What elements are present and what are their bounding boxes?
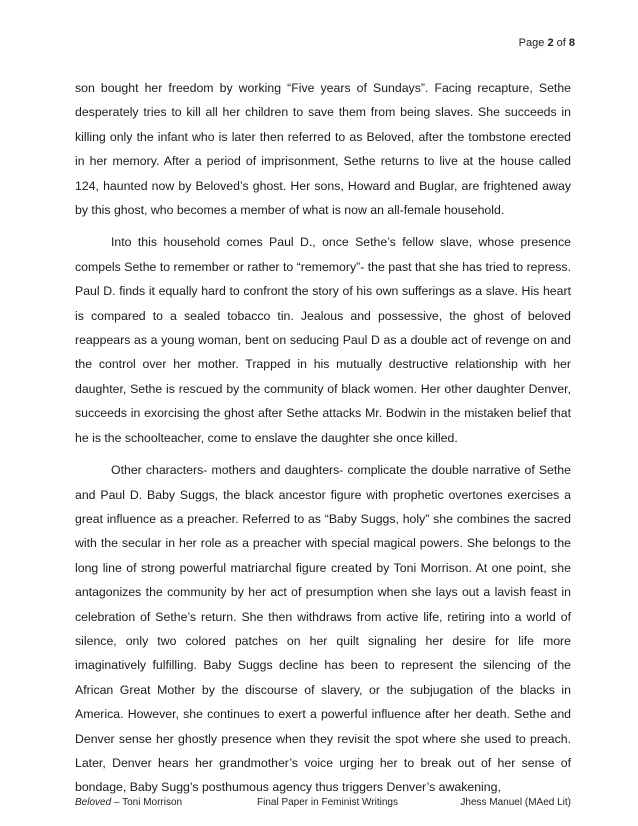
document-body: [75, 76, 571, 808]
page-of: of: [556, 37, 566, 49]
page-total: 8: [568, 37, 575, 49]
page-word: Page: [518, 37, 545, 49]
paragraph-3: Other characters- mothers and daughters- complicate the double narrative of Sethe and Paul D. Baby Suggs, the black ancestor figure with prophetic overtones exercises a great influence as a preacher. Referred to as “Baby Suggs, holy” she combines the sacred with the secular in her role as a preacher with special magical powers. She belongs to the long line of strong powerful matriarchal figure created by Toni Morrison. At one point, she antagonizes the community by her act of presumption when she lays out a lavish feast in celebration of Sethe’s return. She then withdraws from active life, retiring into a world of silence, only two colored patches on her quilt signaling her desire for life more imaginatively fulfilling. Baby Suggs decline has been to represent the silencing of the African Great Mother by the discourse of slavery, or the subjugation of the blacks in America. However, she continues to exert a powerful influence after her death. Sethe and Denver sense her ghostly presence when they revisit the spot where she used to preach. Later, Denver hears her grandmother’s voice urging her to break out of her sense of bondage, Baby Sugg’s posthumous agency thus triggers Denver’s awakening,: [75, 463, 571, 795]
page-number: [519, 37, 575, 49]
paragraph-2: Into this household comes Paul D., once Sethe’s fellow slave, whose presence compels Sethe to remember or rather to “rememory”- the past that she has tried to repress. Paul D. finds it equally hard to confront the story of his own sufferings as a slave. His heart is compared to a sealed tobacco tin. Jealous and possessive, the ghost of beloved reappears as a young woman, bent on seducing Paul D as a double act of revenge on and the control over her mother. Trapped in his mutually destructive relationship with her daughter, Sethe is rescued by the community of black women. Her other daughter Denver, succeeds in exorcising the ghost after Sethe attacks Mr. Bodwin in the mistaken belief that he is the schoolteacher, come to enslave the daughter she once killed.: [75, 235, 571, 445]
footer-student: Jhess Manuel (MAed Lit): [460, 797, 571, 808]
footer-book-title: Beloved: [75, 797, 112, 808]
footer-author: – Toni Morrison: [111, 797, 183, 808]
footer-title: [75, 797, 182, 808]
page-current: 2: [547, 37, 554, 49]
footer-course: Final Paper in Feminist Writings: [257, 797, 398, 808]
paragraph-1: son bought her freedom by working “Five years of Sundays”. Facing recapture, Sethe desperately tries to kill all her children to save them from being slaves. She succeeds in killing only the infant who is later then referred to as Beloved, after the tombstone erected in her memory. After a period of imprisonment, Sethe returns to live at the house called 124, haunted now by Beloved’s ghost. Her sons, Howard and Buglar, are frightened away by this ghost, who becomes a member of what is now an all-female household.: [75, 81, 571, 218]
